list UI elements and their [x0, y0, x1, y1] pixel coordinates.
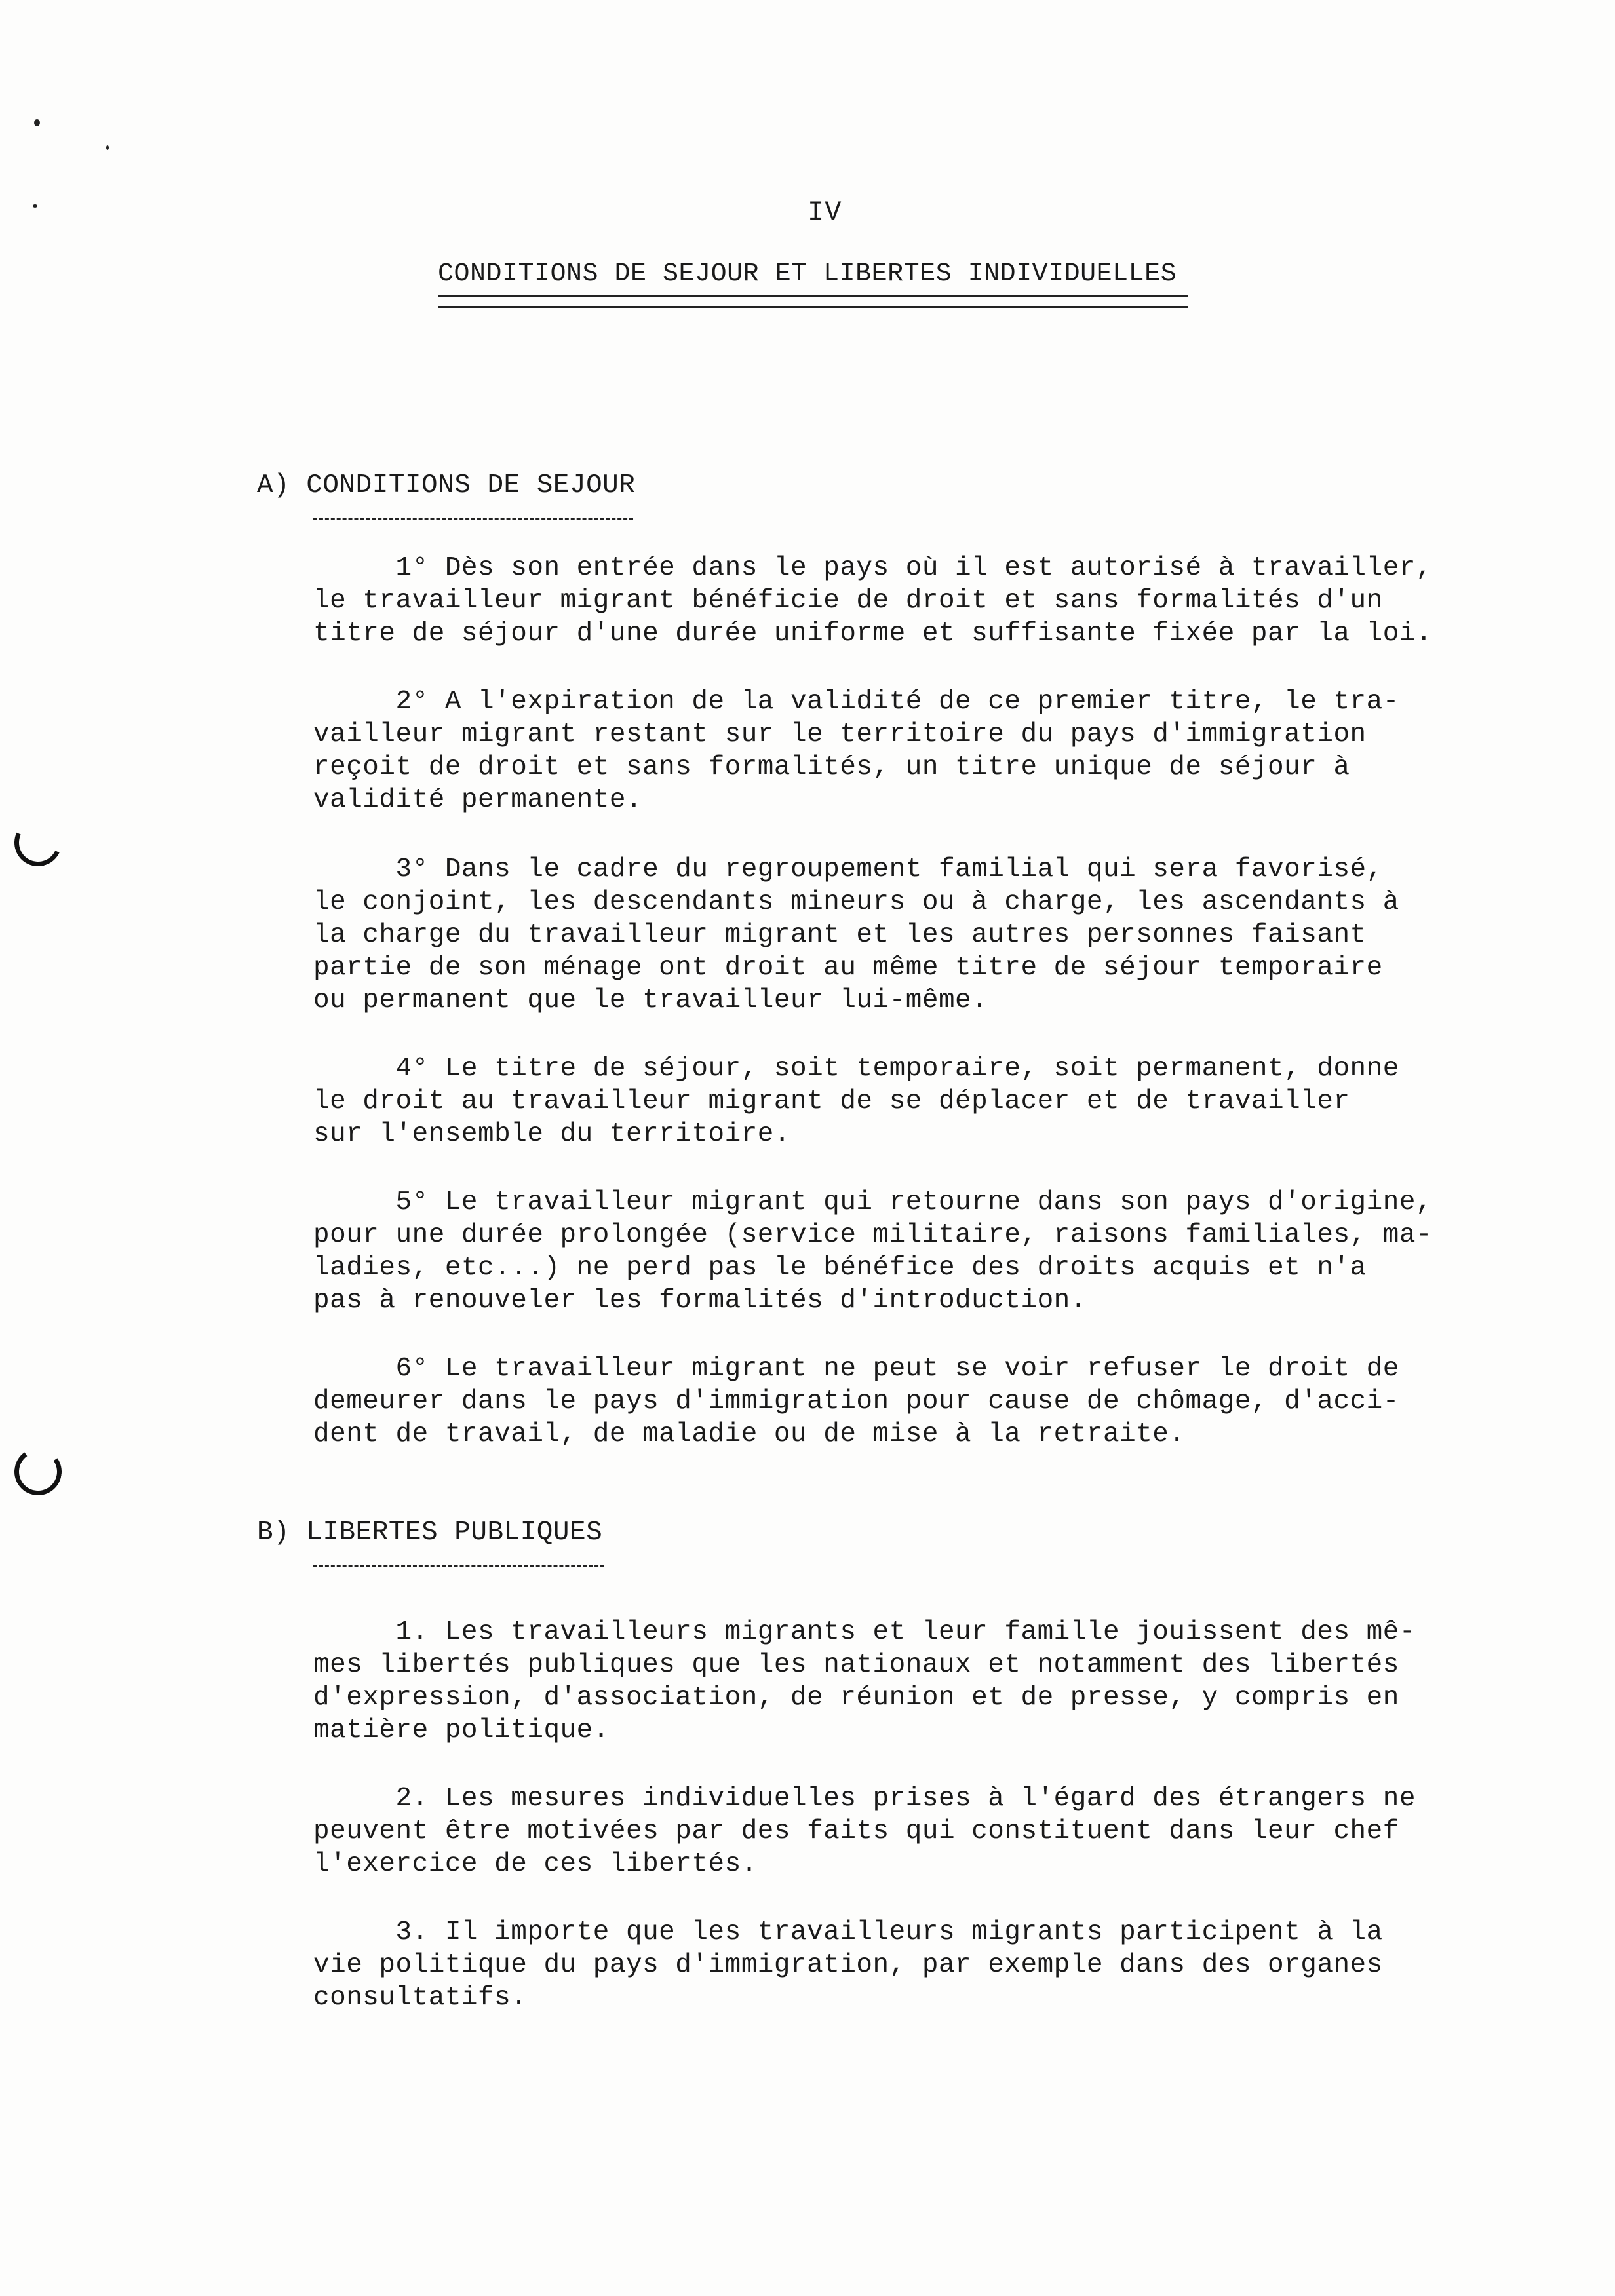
text-line: le droit au travailleur migrant de se déplacer et de travailler [313, 1086, 1350, 1117]
text-line: ou permanent que le travailleur lui-même. [313, 985, 988, 1016]
title-double-underline [438, 295, 1188, 308]
text-line: sur l'ensemble du territoire. [313, 1119, 791, 1149]
text-line: pour une durée prolongée (service militaire, raisons familiales, ma- [313, 1220, 1433, 1250]
text-line: 5° Le travailleur migrant qui retourne dans son pays d'origine, [313, 1187, 1433, 1217]
text-line: peuvent être motivées par des faits qui constituent dans leur chef [313, 1816, 1399, 1846]
text-line: 2. Les mesures individuelles prises à l'égard des étrangers ne [313, 1784, 1416, 1814]
text-line: demeurer dans le pays d'immigration pour cause de chômage, d'acci- [313, 1387, 1399, 1417]
punch-hole-mark [8, 813, 68, 873]
text-line: titre de séjour d'une durée uniforme et suffisante fixée par la loi. [313, 619, 1433, 649]
text-line: 2° A l'expiration de la validité de ce premier titre, le tra- [313, 687, 1399, 717]
text-line: ladies, etc...) ne perd pas le bénéfice des droits acquis et n'a [313, 1253, 1367, 1283]
text-line: pas à renouveler les formalités d'introduction. [313, 1286, 1087, 1316]
section-b-underline [313, 1565, 604, 1567]
scan-speck [34, 119, 40, 126]
page-title: CONDITIONS DE SEJOUR ET LIBERTES INDIVIDUELLES [438, 259, 1177, 289]
text-line: 1. Les travailleurs migrants et leur famille jouissent des mê- [313, 1617, 1416, 1647]
scan-speck [106, 145, 109, 150]
section-b-title: B) LIBERTES PUBLIQUES [257, 1518, 603, 1548]
text-line: reçoit de droit et sans formalités, un titre unique de séjour à [313, 752, 1350, 782]
page-number: IV [808, 197, 842, 228]
text-line: partie de son ménage ont droit au même titre de séjour temporaire [313, 953, 1383, 983]
text-line: vie politique du pays d'immigration, par exemple dans des organes [313, 1950, 1383, 1980]
text-line: 4° Le titre de séjour, soit temporaire, soit permanent, donne [313, 1054, 1399, 1084]
text-line: 3. Il importe que les travailleurs migrants participent à la [313, 1917, 1383, 1947]
text-line: matière politique. [313, 1715, 610, 1746]
section-a-title: A) CONDITIONS DE SEJOUR [257, 470, 636, 501]
text-line: la charge du travailleur migrant et les autres personnes faisant [313, 920, 1367, 950]
punch-hole-mark [10, 1444, 65, 1499]
text-line: d'expression, d'association, de réunion et de presse, y compris en [313, 1683, 1399, 1713]
text-line: validité permanente. [313, 785, 643, 815]
text-line: dent de travail, de maladie ou de mise à la retraite. [313, 1419, 1186, 1449]
text-line: le travailleur migrant bénéficie de droit et sans formalités d'un [313, 586, 1383, 616]
scan-speck [33, 204, 37, 208]
text-line: mes libertés publiques que les nationaux et notamment des libertés [313, 1650, 1399, 1680]
text-line: l'exercice de ces libertés. [313, 1849, 758, 1879]
text-line: vailleur migrant restant sur le territoire du pays d'immigration [313, 719, 1367, 750]
text-line: consultatifs. [313, 1983, 528, 2013]
text-line: 6° Le travailleur migrant ne peut se voir refuser le droit de [313, 1354, 1399, 1384]
text-line: 1° Dès son entrée dans le pays où il est autorisé à travailler, [313, 553, 1433, 583]
text-line: le conjoint, les descendants mineurs ou à charge, les ascendants à [313, 887, 1399, 917]
text-line: 3° Dans le cadre du regroupement familial qui sera favorisé, [313, 854, 1383, 885]
section-a-underline [313, 518, 633, 520]
